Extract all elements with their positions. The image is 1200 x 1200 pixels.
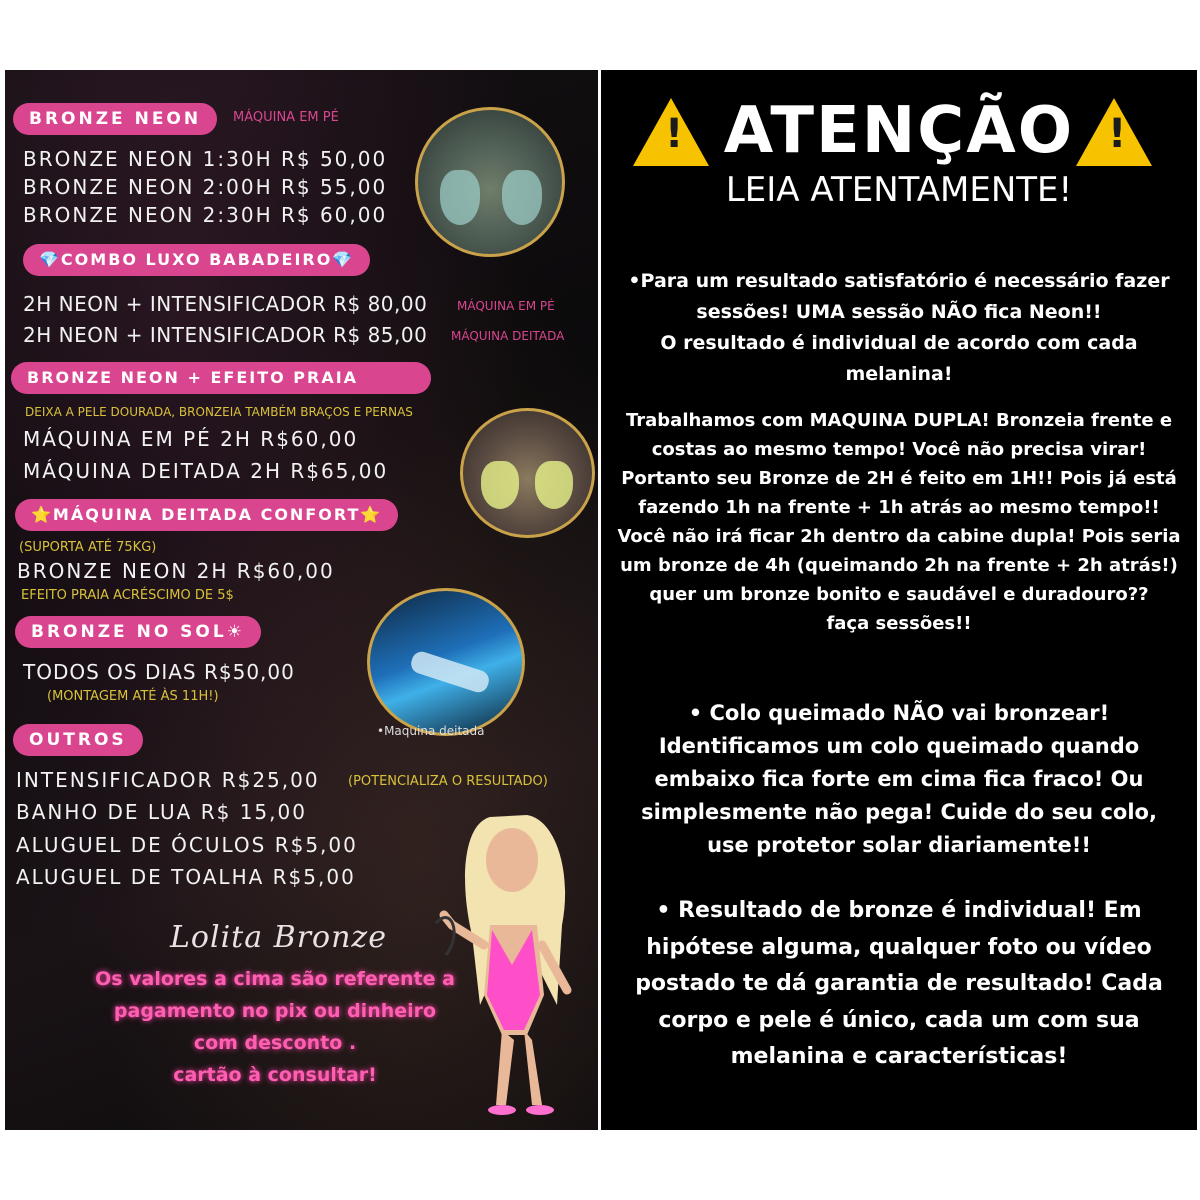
outros-tag: (POTENCIALIZA O RESULTADO): [348, 774, 548, 789]
text-line: embaixo fica forte em cima fica fraco! Ou: [654, 767, 1144, 791]
notice-paragraph-dual-machine: [611, 406, 1187, 638]
price-line: ALUGUEL DE ÓCULOS R$5,00: [16, 833, 358, 857]
text-line: Você não irá ficar 2h dentro da cabine dupla! Pois seria: [617, 526, 1181, 547]
text-line: um bronze de 4h (queimando 2h na frente + 2h atrás!): [620, 555, 1178, 576]
footer-line: Os valores a cima são referente a: [95, 968, 455, 990]
price-line: 2H NEON + INTENSIFICADOR R$ 80,00: [23, 292, 428, 316]
price-line: INTENSIFICADOR R$25,00: [16, 768, 320, 792]
warning-icon: !: [1076, 98, 1152, 166]
section-sol-title: BRONZE NO SOL☀: [15, 616, 261, 648]
price-line: BANHO DE LUA R$ 15,00: [16, 800, 307, 824]
text-line: • Resultado de bronze é individual! Em: [656, 898, 1142, 923]
text-line: melanina!: [845, 363, 953, 385]
section-combo-title: 💎COMBO LUXO BABADEIRO💎: [23, 244, 370, 276]
section-bronze-neon-tag: MÁQUINA EM PÉ: [233, 110, 339, 125]
notice-subtitle: LEIA ATENTAMENTE!: [725, 170, 1073, 210]
text-line: • Colo queimado NÃO vai bronzear!: [688, 701, 1110, 725]
text-line: Portanto seu Bronze de 2H é feito em 1H!! Pois já está: [621, 468, 1177, 489]
price-line: BRONZE NEON 2:00H R$ 55,00: [23, 175, 388, 199]
text-line: use protetor solar diariamente!!: [707, 833, 1091, 857]
footer-line: cartão à consultar!: [173, 1064, 377, 1086]
notice-paragraph-sessions: [611, 266, 1187, 390]
text-line: melanina e características!: [730, 1044, 1068, 1069]
text-line: postado te dá garantia de resultado! Cada: [635, 971, 1163, 996]
cartoon-mascot-illustration: [432, 805, 598, 1130]
price-line: 2H NEON + INTENSIFICADOR R$ 85,00: [23, 323, 428, 347]
text-line: hipótese alguma, qualquer foto ou vídeo: [646, 934, 1152, 960]
price-line: BRONZE NEON 2H R$60,00: [17, 559, 335, 583]
photo-caption: •Maquina deitada: [377, 724, 485, 738]
notice-title: ATENÇÃO: [723, 94, 1075, 168]
confort-note: EFEITO PRAIA ACRÉSCIMO DE 5$: [21, 588, 234, 603]
notice-paragraph-individual-result: [611, 893, 1187, 1076]
price-line: TODOS OS DIAS R$50,00: [23, 660, 295, 684]
footer-line: com desconto .: [193, 1032, 357, 1054]
praia-note: DEIXA A PELE DOURADA, BRONZEIA TAMBÉM BRAÇOS E PERNAS: [25, 405, 413, 419]
notice-paragraph-burned-chest: [611, 697, 1187, 862]
warning-icon: !: [633, 98, 709, 166]
section-praia-title: BRONZE NEON + EFEITO PRAIA: [11, 362, 431, 394]
text-line: fazendo 1h na frente + 1h atrás ao mesmo tempo!!: [638, 497, 1160, 518]
tan-result-photo: [415, 107, 565, 257]
section-bronze-neon-title: BRONZE NEON: [13, 103, 217, 135]
person-lying-shape: [409, 649, 492, 695]
tanning-bed-photo: [367, 588, 525, 736]
text-line: costas ao mesmo tempo! Você não precisa virar!: [651, 439, 1147, 460]
bikini-shape: [502, 170, 542, 225]
bikini-shape: [535, 461, 573, 509]
price-list-panel: [5, 70, 598, 1130]
text-line: O resultado é individual de acordo com cada: [660, 332, 1138, 354]
text-line: faça sessões!!: [826, 613, 972, 634]
text-line: Trabalhamos com MAQUINA DUPLA! Bronzeia frente e: [625, 410, 1173, 431]
sol-note: (MONTAGEM ATÉ ÀS 11H!): [47, 689, 219, 704]
bikini-shape: [440, 170, 480, 225]
signature: Lolita Bronze: [170, 920, 387, 955]
text-line: simplesmente não pega! Cuide do seu colo,: [641, 800, 1157, 824]
price-line: MÁQUINA EM PÉ 2H R$60,00: [23, 427, 359, 451]
price-line: ALUGUEL DE TOALHA R$5,00: [16, 865, 356, 889]
price-line: BRONZE NEON 2:30H R$ 60,00: [23, 203, 388, 227]
bikini-shape: [481, 461, 519, 509]
text-line: quer um bronze bonito e saudável e duradouro??: [649, 584, 1149, 605]
text-line: corpo e pele é único, cada um com sua: [658, 1007, 1140, 1033]
text-line: Identificamos um colo queimado quando: [658, 734, 1140, 758]
confort-note: (SUPORTA ATÉ 75KG): [19, 540, 157, 555]
text-line: •Para um resultado satisfatório é necessário fazer: [628, 270, 1170, 292]
combo-tag: MÁQUINA DEITADA: [451, 329, 565, 343]
price-line: BRONZE NEON 1:30H R$ 50,00: [23, 147, 388, 171]
price-line: MÁQUINA DEITADA 2H R$65,00: [23, 459, 389, 483]
text-line: sessões! UMA sessão NÃO fica Neon!!: [696, 301, 1102, 323]
notice-panel: [601, 70, 1197, 1130]
combo-tag: MÁQUINA EM PÉ: [457, 299, 555, 313]
section-outros-title: OUTROS: [13, 724, 143, 756]
tan-result-photo: [460, 408, 595, 538]
footer-line: pagamento no pix ou dinheiro: [113, 1000, 437, 1022]
section-confort-title: ⭐MÁQUINA DEITADA CONFORT⭐: [15, 499, 398, 531]
